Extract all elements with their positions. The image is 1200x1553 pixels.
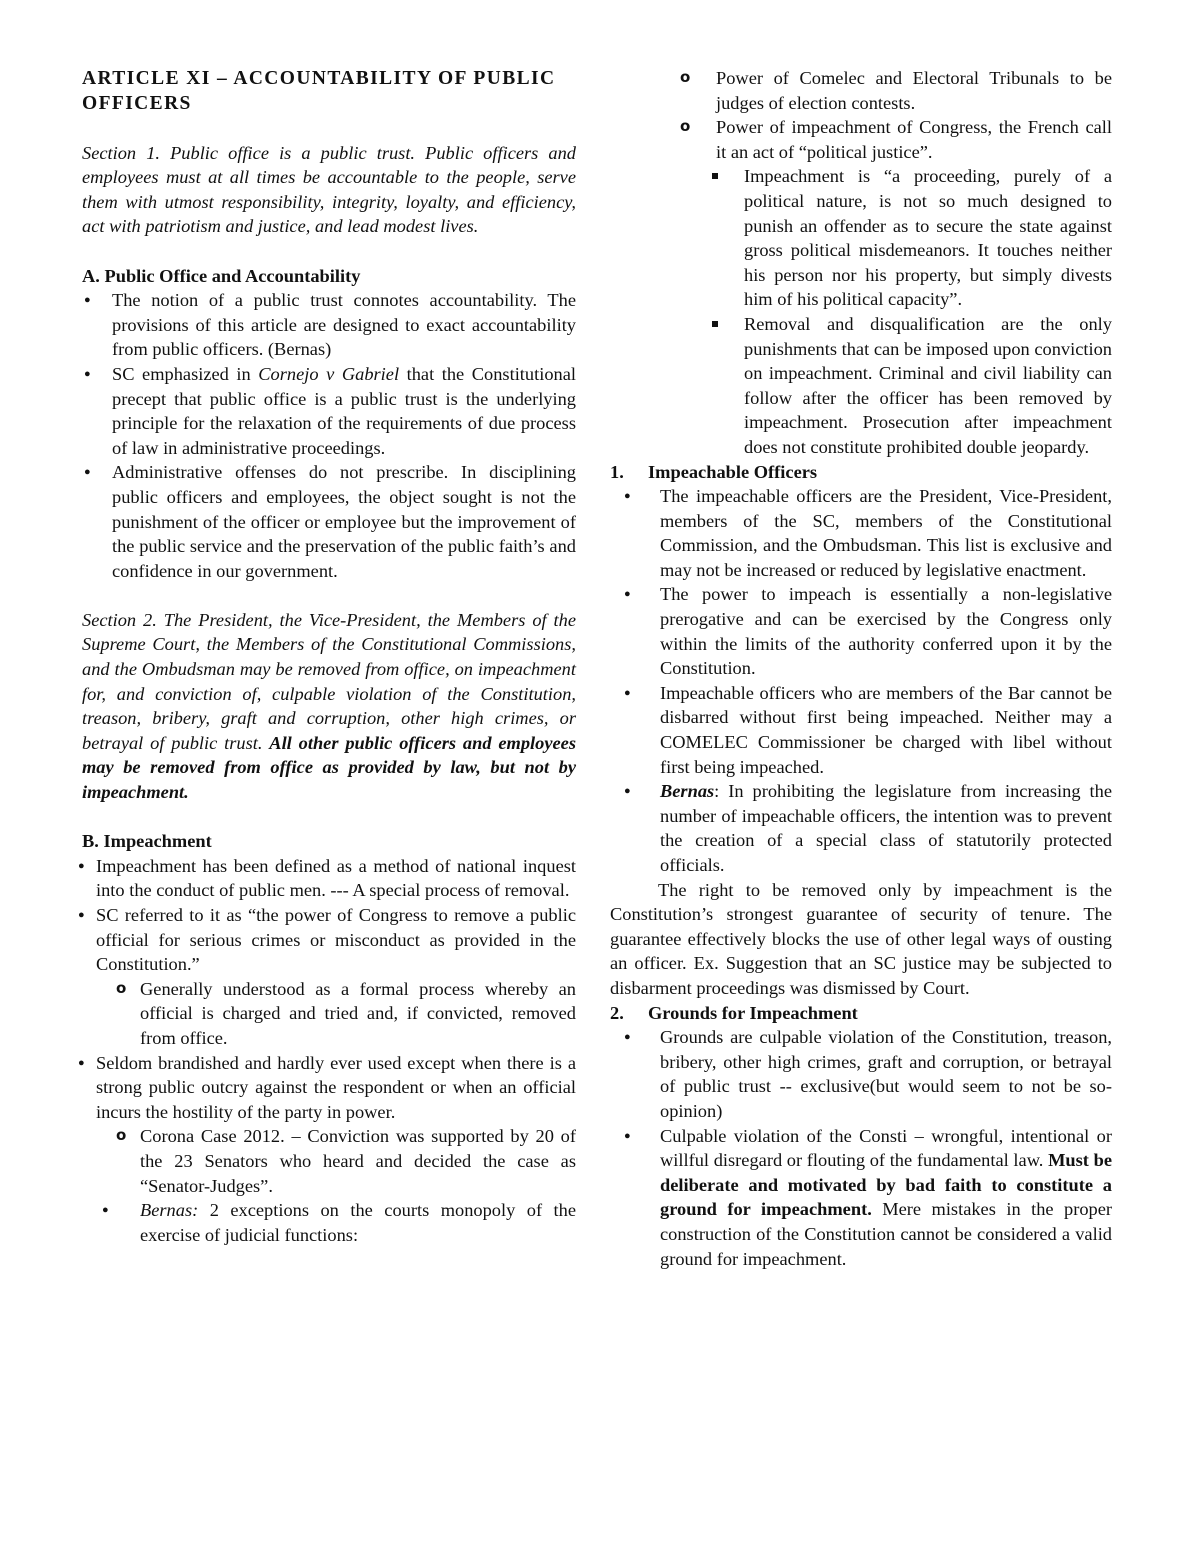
bernas-label: Bernas:: [140, 1200, 199, 1221]
heading-a: A. Public Office and Accountability: [82, 265, 361, 286]
right-column: [610, 66, 1112, 1271]
left-column: [82, 66, 576, 1247]
exceptions-list: [610, 66, 1112, 460]
heading-1: 1. Impeachable Officers: [610, 461, 818, 482]
list-item: ● Administrative offenses do not prescribe. In disciplining public officers and employees, the object sought is not the punishment of the officer or employee but the improvement of the public service and the preservation of the public faith’s and confidence in our government.: [82, 460, 576, 583]
article-title: ARTICLE XI – ACCOUNTABILITY OF PUBLIC OFFICERS: [82, 68, 556, 114]
grounds-emphasis: Must be deliberate and motivated by bad faith to constitute a ground for impeachment.: [660, 1150, 1112, 1220]
list-item: ● SC referred to it as “the power of Congress to remove a public official for serious crimes or misconduct as provided in the Constitution.”: [82, 903, 576, 977]
list-item: ● The impeachable officers are the President, Vice-President, members of the SC, members of the Constitutional Commission, and the Ombudsman. This list is exclusive and may not be increased or reduced by legislative enactment.: [610, 484, 1112, 582]
sub-list-item: o Power of impeachment of Congress, the French call it an act of “political justice”.: [610, 115, 1112, 164]
section-2-text: Section 2. The President, the Vice-President, the Members of the Supreme Court, the Members of the Constitutional Commissions, and the Ombudsman may be removed from office, on impeachment for, and conviction of, culpable violation of the Constitution, treason, bribery, graft and corruption, other high crimes, or betrayal of public trust. All other public officers and employees may be removed from office as provided by law, but not by impeachment.: [82, 609, 576, 803]
list-item: ● The notion of a public trust connotes accountability. The provisions of this article are designed to exact accountability from public officers. (Bernas): [82, 288, 576, 362]
list-b: [82, 854, 576, 1248]
list-item: ● Bernas: 2 exceptions on the courts monopoly of the exercise of judicial functions:: [82, 1198, 576, 1247]
list-item: ● Impeachment has been defined as a method of national inquest into the conduct of public men. --- A special process of removal.: [82, 854, 576, 903]
section-2-emphasis: All other public officers and employees may be removed from office as provided by law, but not by impeachment.: [82, 732, 576, 803]
heading-2: 2. Grounds for Impeachment: [610, 1002, 858, 1023]
sub-sub-list-item: Removal and disqualification are the only punishments that can be imposed upon conviction on impeachment. Criminal and civil liability can follow after the officer has been removed by impeachment. Prosecution after impeachment does not constitute prohibited double jeopardy.: [610, 312, 1112, 460]
sub-sub-list-item: Impeachment is “a proceeding, purely of a political nature, is not so much designed to punish an offender as to secure the state against gross political misdemeanors. It touches neither his person nor his property, but simply divests him of his political capacity”.: [610, 164, 1112, 312]
tenure-paragraph: The right to be removed only by impeachment is the Constitution’s strongest guarantee of security of tenure. The guarantee effectively blocks the use of other legal ways of ousting an officer. Ex. Suggestion that an SC justice may be subjected to disbarment proceedings was dismissed by Court.: [610, 879, 1112, 998]
sub-list-item: o Power of Comelec and Electoral Tribunals to be judges of election contests.: [610, 66, 1112, 115]
list-item: ● The power to impeach is essentially a non-legislative prerogative and can be exercised by the Congress only within the limits of the authority conferred upon it by the Constitution.: [610, 582, 1112, 680]
list-item: ● SC emphasized in Cornejo v Gabriel that the Constitutional precept that public office is a public trust is the underlying principle for the relaxation of the requirements of due process of law in administrative proceedings.: [82, 362, 576, 460]
sub-list-item: o Corona Case 2012. – Conviction was supported by 20 of the 23 Senators who heard and decided the case as “Senator-Judges”.: [82, 1124, 576, 1198]
list-item: ● Grounds are culpable violation of the Constitution, treason, bribery, other high crimes, graft and corruption, or betrayal of public trust -- exclusive(but would seem to not be so-opinion): [610, 1025, 1112, 1123]
bernas-label: Bernas: [660, 781, 715, 802]
grounds-list: [610, 1025, 1112, 1271]
sub-list-item: o Generally understood as a formal process whereby an official is charged and tried and, if convicted, removed from office.: [82, 977, 576, 1051]
list-item: ● Seldom brandished and hardly ever used except when there is a strong public outcry against the respondent or when an official incurs the hostility of the party in power.: [82, 1051, 576, 1125]
heading-b: B. Impeachment: [82, 831, 212, 852]
officers-list: [610, 484, 1112, 878]
section-1-text: Section 1. Public office is a public trust. Public officers and employees must at all times be accountable to the people, serve them with utmost responsibility, integrity, loyalty, and efficiency, act with patriotism and justice, and lead modest lives.: [82, 142, 576, 237]
list-item: ● Culpable violation of the Consti – wrongful, intentional or willful disregard or flouting of the fundamental law. Must be deliberate and motivated by bad faith to constitute a ground for impeachment. Mere mistakes in the proper construction of the Constitution cannot be considered a valid ground for impeachment.: [610, 1124, 1112, 1272]
list-a: [82, 288, 576, 583]
case-name: Cornejo v Gabriel: [258, 363, 400, 384]
list-item: ● Impeachable officers who are members of the Bar cannot be disbarred without first being impeached. Neither may a COMELEC Commissioner be charged with libel without first being impeached.: [610, 681, 1112, 779]
list-item: ● Bernas: In prohibiting the legislature from increasing the number of impeachable officers, the intention was to prevent the creation of a special class of statutorily protected officials.: [610, 779, 1112, 877]
